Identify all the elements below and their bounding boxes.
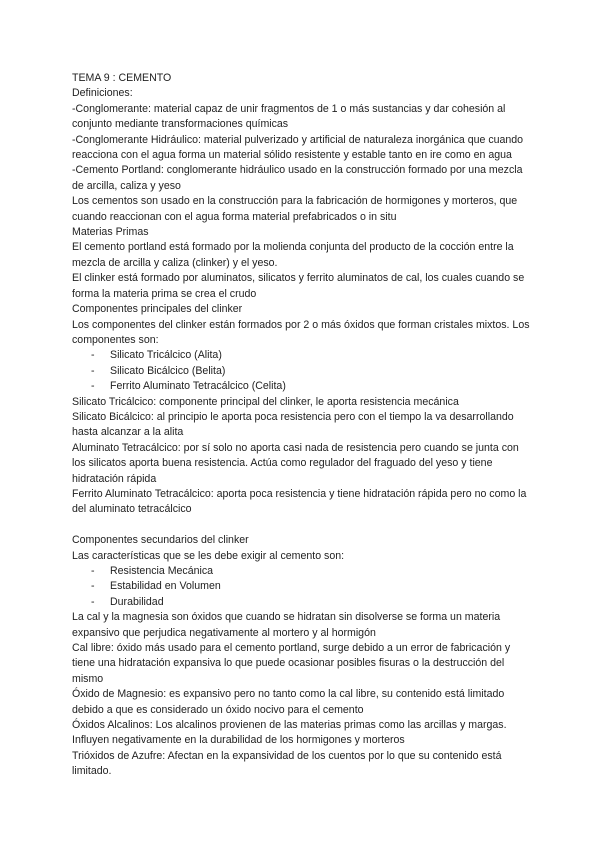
paragraph-materias-2: El clinker está formado por aluminatos, silicatos y ferrito aluminatos de cal, los cuales cuando se forma la materia prima se crea el crudo (72, 272, 525, 300)
paragraph-silicato-bicalcico: Silicato Bicálcico: al principio le aporta poca resistencia pero con el tiempo la va desarrollando hasta alcanzar a la alita (72, 410, 514, 439)
paragraph-oxidos-alcalinos: Óxidos Alcalinos: Los alcalinos provienen de las materias primas como las arcillas y margas. Influyen negativamente en la durabilidad de los hormigones y morteros (72, 719, 507, 747)
componentes-principales-heading: Componentes principales del clinker (72, 303, 243, 316)
definition-cemento-portland: -Cemento Portland: conglomerante hidráulico usado en la construcción formado por una mezcla de arcilla, caliza y yeso (72, 164, 523, 192)
paragraph-caracteristicas-intro: Las características que se les debe exigir al cemento son: (72, 549, 345, 562)
materias-primas-heading: Materias Primas (72, 226, 149, 239)
definiciones-heading: Definiciones: (72, 87, 133, 100)
list-item: - Ferrito Aluminato Tetracálcico (Celita) (72, 379, 532, 394)
paragraph-oxido-magnesio: Óxido de Magnesio: es expansivo pero no tanto como la cal libre, su contenido está limitado debido a que es considerado un óxido nocivo para el cemento (72, 688, 505, 716)
paragraph-cal-libre: Cal libre: óxido más usado para el cemento portland, surge debido a un error de fabricación y tiene una hidratación expansiva lo que puede ocasionar posibles fisuras o la destrucción del mismo (72, 642, 511, 685)
list-item: - Durabilidad (72, 595, 532, 610)
definition-conglomerante-hidraulico: -Conglomerante Hidráulico: material pulverizado y artificial de naturaleza inorgánica que cuando reacciona con el agua forma un material sólido resistente y estable tanto en ire como en agua (72, 133, 524, 162)
paragraph-silicato-tricalcico: Silicato Tricálcico: componente principal del clinker, le aporta resistencia mecánica (72, 395, 459, 408)
paragraph-uso-cementos: Los cementos son usado en la construcción para la fabricación de hormigones y morteros, que cuando reaccionan con el agua forma material prefabricados o in situ (72, 195, 518, 223)
paragraph-componentes-intro: Los componentes del clinker están formados por 2 o más óxidos que forman cristales mixtos. Los componentes son: (72, 318, 530, 346)
list-item: - Silicato Bicálcico (Belita) (72, 364, 532, 379)
componentes-list (72, 348, 532, 394)
paragraph-ferrito-aluminato: Ferrito Aluminato Tetracálcico: aporta poca resistencia y tiene hidratación rápida pero no como la del aluminato tetracálcico (72, 487, 527, 516)
paragraph-cal-magnesia: La cal y la magnesia son óxidos que cuando se hidratan sin disolverse se forma un materia expansivo que perjudica negativamente al mortero y al hormigón (72, 611, 501, 639)
paragraph-aluminato-tetracalcico: Aluminato Tetracálcico: por sí solo no aporta casi nada de resistencia pero cuando se junta con los silicatos aporta buena resistencia. Actúa como regulador del fraguado del yeso y tiene hidratación rápida (72, 441, 519, 485)
componentes-secundarios-heading: Componentes secundarios del clinker (72, 534, 249, 547)
list-item: - Estabilidad en Volumen (72, 579, 532, 594)
list-item: - Silicato Tricálcico (Alita) (72, 348, 532, 363)
document-title: TEMA 9 : CEMENTO (72, 72, 172, 84)
definition-conglomerante: -Conglomerante: material capaz de unir fragmentos de 1 o más sustancias y dar cohesión al conjunto mediante transformaciones químicas (72, 102, 506, 131)
caracteristicas-list (72, 564, 532, 610)
list-item: - Resistencia Mecánica (72, 564, 532, 579)
blank-line (72, 518, 532, 533)
paragraph-trioxidos-azufre: Trióxidos de Azufre: Afectan en la expansividad de los cuentos por lo que su contenido está limitado. (72, 749, 502, 778)
document-body (72, 71, 532, 780)
paragraph-materias-1: El cemento portland está formado por la molienda conjunta del producto de la cocción entre la mezcla de arcilla y caliza (clinker) y el yeso. (72, 241, 514, 269)
